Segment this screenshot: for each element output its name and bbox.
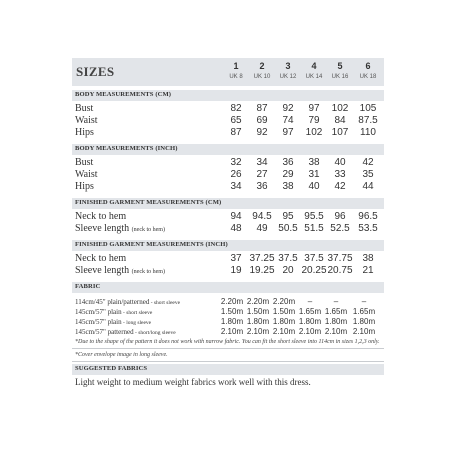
measurement-value: 37.25 <box>249 253 275 264</box>
row-label <box>75 223 165 236</box>
fabric-value: 1.80m <box>272 317 296 326</box>
row-label <box>75 253 126 265</box>
fabric-value: 2.20m <box>220 297 244 306</box>
row-label <box>75 103 93 115</box>
section-header <box>72 90 384 101</box>
measurement-value: 95 <box>282 211 294 222</box>
measurement-row <box>72 223 384 235</box>
row-label-text: Waist <box>75 169 98 180</box>
fabric-value: 1.50m <box>246 307 270 316</box>
row-label-text: Neck to hem <box>75 253 127 264</box>
measurement-value: 69 <box>256 115 268 126</box>
fabric-header <box>72 282 384 293</box>
measurement-value: 20 <box>282 265 294 276</box>
fabric-value: 1.50m <box>220 307 244 316</box>
measurement-value: 53.5 <box>358 223 378 234</box>
measurement-value: 87 <box>230 127 242 138</box>
size-uk-label: UK 12 <box>279 74 297 80</box>
fabric-value: 2.10m <box>220 327 244 336</box>
cover-note: *Cover envelope image in long sleeve. <box>75 352 168 358</box>
measurement-value: 79 <box>308 115 320 126</box>
row-label <box>75 265 165 278</box>
measurement-value: 97 <box>282 127 294 138</box>
section-label: FINISHED GARMENT MEASUREMENTS (INCH) <box>75 241 228 248</box>
measurement-value: 34 <box>256 157 268 168</box>
measurement-value: 35 <box>362 169 374 180</box>
measurement-row <box>72 211 384 223</box>
fabric-row <box>72 327 384 337</box>
measurement-value: 96 <box>334 211 346 222</box>
size-uk-label: UK 14 <box>305 74 323 80</box>
measurement-value: 19 <box>230 265 242 276</box>
measurement-row <box>72 127 384 139</box>
row-label-text: Sleeve length <box>75 223 130 234</box>
divider <box>72 361 384 362</box>
fabric-row-label-note: - long sleeve <box>121 320 152 326</box>
fabric-value: 1.80m <box>352 317 376 326</box>
fabric-value: 2.20m <box>246 297 270 306</box>
measurement-value: 37.75 <box>327 253 353 264</box>
fabric-value: 2.10m <box>272 327 296 336</box>
measurement-value: 92 <box>282 103 294 114</box>
row-label <box>75 127 94 139</box>
fabric-row <box>72 307 384 317</box>
fabric-note: *Due to the shape of the pattern it does not work with narrow fabric. You can fit the short sleeve into 114cm in sizes 1,2,3 only. <box>75 339 380 345</box>
fabric-value: 2.10m <box>324 327 348 336</box>
fabric-row-label-text: 145cm/57" plain <box>75 318 122 326</box>
row-label <box>75 181 94 193</box>
measurement-row <box>72 115 384 127</box>
fabric-row-label-text: 145cm/57" patterned <box>75 328 134 336</box>
measurement-value: 65 <box>230 115 242 126</box>
measurement-value: 38 <box>308 157 320 168</box>
fabric-value: 1.65m <box>298 307 322 316</box>
measurement-value: 84 <box>334 115 346 126</box>
fabric-row-label-note: - short sleeve <box>149 300 181 306</box>
measurement-value: 74 <box>282 115 294 126</box>
fabric-row-label-text: 114cm/45" plain/patterned <box>75 298 150 306</box>
measurement-value: 36 <box>282 157 294 168</box>
measurement-value: 40 <box>308 181 320 192</box>
fabric-value: 2.20m <box>272 297 296 306</box>
measurement-value: 20.75 <box>327 265 353 276</box>
size-uk-label: UK 8 <box>229 74 243 80</box>
measurement-value: 38 <box>282 181 294 192</box>
sizes-title: SIZES <box>76 64 115 79</box>
row-label-text: Bust <box>75 103 94 114</box>
section-label: FINISHED GARMENT MEASUREMENTS (CM) <box>75 199 222 206</box>
measurement-value: 21 <box>362 265 374 276</box>
suggested-text: Light weight to medium weight fabrics work well with this dress. <box>75 377 311 387</box>
size-number: 3 <box>285 61 291 71</box>
size-uk-label: UK 10 <box>253 74 271 80</box>
measurement-value: 48 <box>230 223 242 234</box>
measurement-row <box>72 157 384 169</box>
measurement-value: 52.5 <box>330 223 350 234</box>
fabric-value: 1.80m <box>298 317 322 326</box>
measurement-row <box>72 169 384 181</box>
row-label <box>75 169 98 181</box>
row-label-text: Hips <box>75 127 94 138</box>
section-rows <box>72 209 384 236</box>
measurement-value: 40 <box>334 157 346 168</box>
size-number: 4 <box>311 61 317 71</box>
size-uk-label: UK 18 <box>359 74 377 80</box>
measurement-value: 36 <box>256 181 268 192</box>
section-header <box>72 198 384 209</box>
section-label: BODY MEASUREMENTS (CM) <box>75 91 172 98</box>
fabric-value: – <box>361 297 367 306</box>
measurement-value: 34 <box>230 181 242 192</box>
measurement-value: 107 <box>331 127 349 138</box>
measurement-value: 32 <box>230 157 242 168</box>
measurement-value: 97 <box>308 103 320 114</box>
measurement-value: 38 <box>362 253 374 264</box>
fabric-value: 1.50m <box>272 307 296 316</box>
fabric-value: 2.10m <box>246 327 270 336</box>
row-label <box>75 115 98 127</box>
fabric-row-label-text: 145cm/57" plain <box>75 308 122 316</box>
row-label-text: Sleeve length <box>75 265 130 276</box>
measurement-value: 20.25 <box>301 265 327 276</box>
measurement-value: 37.5 <box>304 253 324 264</box>
row-label-note: (neck to hem) <box>131 227 165 233</box>
measurement-value: 37.5 <box>278 253 298 264</box>
fabric-row <box>72 317 384 327</box>
row-label-text: Neck to hem <box>75 211 127 222</box>
fabric-value: 1.65m <box>324 307 348 316</box>
divider <box>72 348 384 349</box>
measurement-value: 105 <box>359 103 377 114</box>
size-uk-label: UK 16 <box>331 74 349 80</box>
measurement-value: 95.5 <box>304 211 324 222</box>
section-header <box>72 144 384 155</box>
row-label <box>75 157 93 169</box>
size-number: 5 <box>337 61 343 71</box>
row-label-text: Bust <box>75 157 94 168</box>
measurement-value: 19.25 <box>249 265 275 276</box>
suggested-header <box>72 364 384 375</box>
measurement-value: 87.5 <box>358 115 378 126</box>
measurement-row <box>72 103 384 115</box>
section-rows <box>72 155 384 194</box>
size-number: 6 <box>365 61 371 71</box>
measurement-value: 33 <box>334 169 346 180</box>
section-label: BODY MEASUREMENTS (INCH) <box>75 145 178 152</box>
fabric-value: 2.10m <box>298 327 322 336</box>
measurement-value: 110 <box>360 127 376 138</box>
fabric-value: – <box>333 297 339 306</box>
measurement-value: 31 <box>308 169 320 180</box>
size-number: 1 <box>233 61 239 71</box>
measurement-value: 42 <box>334 181 346 192</box>
measurement-row <box>72 181 384 193</box>
measurement-value: 26 <box>230 169 242 180</box>
size-number: 2 <box>259 61 265 71</box>
fabric-rows <box>72 293 384 338</box>
sizes-header <box>72 58 384 86</box>
row-label <box>75 211 126 223</box>
measurement-value: 37 <box>230 253 242 264</box>
measurement-value: 42 <box>362 157 374 168</box>
fabric-value: 1.65m <box>352 307 376 316</box>
section-header <box>72 240 384 251</box>
measurement-value: 27 <box>256 169 268 180</box>
fabric-value: – <box>307 297 313 306</box>
measurement-value: 29 <box>282 169 294 180</box>
suggested-label: SUGGESTED FABRICS <box>75 365 148 372</box>
row-label-text: Waist <box>75 115 98 126</box>
fabric-value: 1.80m <box>324 317 348 326</box>
fabric-row-label <box>75 327 176 338</box>
fabric-value: 2.10m <box>352 327 376 336</box>
measurement-value: 51.5 <box>304 223 324 234</box>
fabric-label: FABRIC <box>75 283 101 290</box>
section-rows <box>72 251 384 278</box>
measurement-value: 87 <box>256 103 268 114</box>
fabric-value: 1.80m <box>246 317 270 326</box>
row-label-note: (neck to hem) <box>131 269 165 275</box>
fabric-row <box>72 297 384 307</box>
measurement-value: 94.5 <box>252 211 272 222</box>
row-label-text: Hips <box>75 181 94 192</box>
measurement-value: 96.5 <box>358 211 378 222</box>
fabric-row-label-note: - short/long sleeve <box>133 330 176 336</box>
measurement-value: 92 <box>256 127 268 138</box>
fabric-value: 1.80m <box>220 317 244 326</box>
measurement-value: 102 <box>331 103 349 114</box>
measurement-row <box>72 253 384 265</box>
measurement-value: 49 <box>256 223 268 234</box>
fabric-row-label-note: - short sleeve <box>121 310 153 316</box>
size-chart <box>72 58 384 387</box>
measurement-value: 94 <box>230 211 242 222</box>
measurement-value: 82 <box>230 103 242 114</box>
measurement-value: 102 <box>305 127 323 138</box>
measurement-row <box>72 265 384 277</box>
measurement-value: 50.5 <box>278 223 298 234</box>
section-rows <box>72 101 384 140</box>
measurement-value: 44 <box>362 181 374 192</box>
